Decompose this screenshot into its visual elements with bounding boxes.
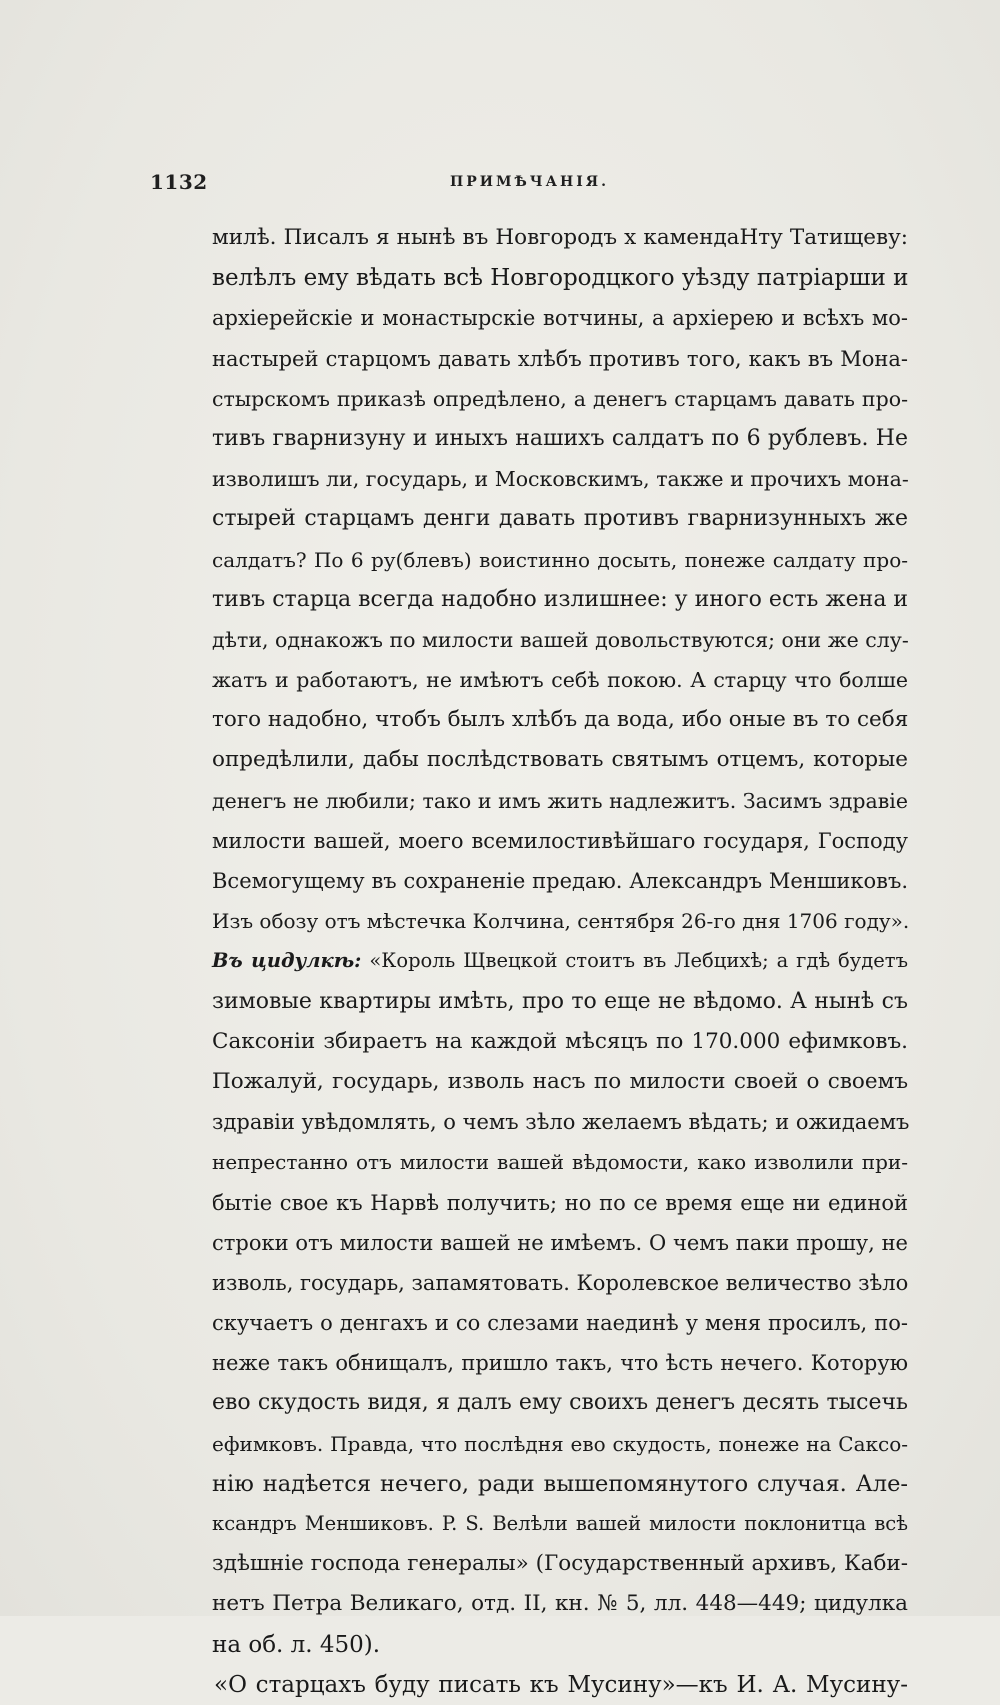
- text-line: денегъ не любили; тако и имъ жить надлежитъ. Засимъ здравіе: [212, 788, 908, 813]
- text-line: неже такъ обнищалъ, пришло такъ, что ѣсть нечего. Которую: [212, 1351, 908, 1376]
- text-line: тивъ старца всегда надобно излишнее: у иного есть жена и: [212, 586, 909, 612]
- body-text: [212, 218, 908, 1705]
- text-line: Изъ обозу отъ мѣстечка Колчина, сентября 26-го дня 1706 году».: [212, 909, 910, 934]
- text-line: стырей старцамъ денги давать противъ гварнизунныхъ же: [212, 506, 908, 532]
- text-line: настырей старцомъ давать хлѣбъ противъ того, какъ въ Мона-: [212, 346, 908, 371]
- running-title: ПРИМѢЧАНІЯ.: [450, 174, 609, 190]
- text-line: жатъ и работаютъ, не имѣютъ себѣ покою. А старцу что болше: [212, 668, 908, 693]
- text-line: Саксоніи збираетъ на каждой мѣсяцъ по 170.000 ефимковъ.: [212, 1028, 908, 1054]
- text-line: непрестанно отъ милости вашей вѣдомости, како изволили при-: [212, 1150, 908, 1175]
- text-line: архіерейскіе и монастырскіе вотчины, а архіерею и всѣхъ мо-: [212, 306, 908, 331]
- text-line: милѣ. Писалъ я нынѣ въ Новгородъ х камендаHту Татищеву:: [212, 225, 908, 250]
- text-line-with-label: [212, 941, 908, 981]
- text-line: скучаетъ о денгахъ и со слезами наединѣ у меня просилъ, по-: [212, 1311, 908, 1336]
- text-line: строки отъ милости вашей не имѣемъ. О чемъ паки прошу, не: [212, 1230, 908, 1255]
- text-line: нію надѣется нечего, ради вышепомянутого случая. Але-: [212, 1470, 908, 1497]
- text-line: велѣлъ ему вѣдать всѣ Новгородцкого уѣзду патріарши и: [212, 265, 909, 292]
- text-line: ево скудость видя, я далъ ему своихъ денегъ десять тысечь: [212, 1390, 908, 1416]
- text-line: того надобно, чтобъ былъ хлѣбъ да вода, ибо оные въ то себя: [212, 707, 909, 733]
- text-line: зимовые квартиры имѣть, про то еще не вѣдомо. А нынѣ съ: [212, 988, 908, 1014]
- text-line: изволь, государь, запамятовать. Королевское величество зѣло: [212, 1270, 909, 1295]
- text-line: здравіи увѣдомлять, о чемъ зѣло желаемъ вѣдать; и ожидаемъ: [212, 1110, 910, 1135]
- page-header: [150, 170, 910, 200]
- tsydulka-label: Въ цидулкѣ:: [212, 949, 362, 973]
- text-line: нетъ Петра Великаго, отд. II, кн. № 5, лл. 448—449; цидулка: [212, 1591, 908, 1617]
- text-line: дѣти, однакожъ по милости вашей довольствуются; они же слу-: [212, 627, 909, 652]
- text-line: ефимковъ. Правда, что послѣдня ево скудость, понеже на Саксо-: [212, 1431, 908, 1456]
- text-line-content: «Король Щвецкой стоитъ въ Лебцихѣ; а гдѣ будетъ: [369, 949, 908, 973]
- text-line: «О старцахъ буду писать къ Мусину»—къ И. А. Мусину-: [214, 1671, 908, 1698]
- text-line: на об. л. 450).: [212, 1631, 381, 1658]
- text-line: опредѣлили, дабы послѣдствовать святымъ отцемъ, которые: [212, 747, 908, 773]
- text-line: здѣшніе господа генералы» (Государственный архивъ, Каби-: [212, 1551, 908, 1577]
- text-line: салдатъ? По 6 ру(блевъ) воистинно досыть, понеже салдату про-: [212, 547, 908, 572]
- text-line: тивъ гварнизуну и иныхъ нашихъ салдатъ по 6 рублевъ. Не: [212, 425, 908, 451]
- text-line: стырскомъ приказѣ опредѣлено, а денегъ старцамъ давать про-: [212, 386, 908, 411]
- text-line: милости вашей, моего всемилостивѣйшаго государя, Господу: [212, 828, 908, 853]
- text-line: Всемогущему въ сохраненіе предаю. Александръ Меншиковъ.: [212, 869, 908, 893]
- text-line: ксандръ Меншиковъ. P. S. Велѣли вашей милости поклонитца всѣ: [212, 1512, 908, 1535]
- page-number: 1132: [150, 170, 208, 194]
- text-line: изволишъ ли, государь, и Московскимъ, также и прочихъ мона-: [212, 467, 909, 492]
- text-line: бытіе свое къ Нарвѣ получить; но по се время еще ни единой: [212, 1190, 908, 1215]
- text-line: Пожалуй, государь, изволь насъ по милости своей о своемъ: [212, 1068, 908, 1094]
